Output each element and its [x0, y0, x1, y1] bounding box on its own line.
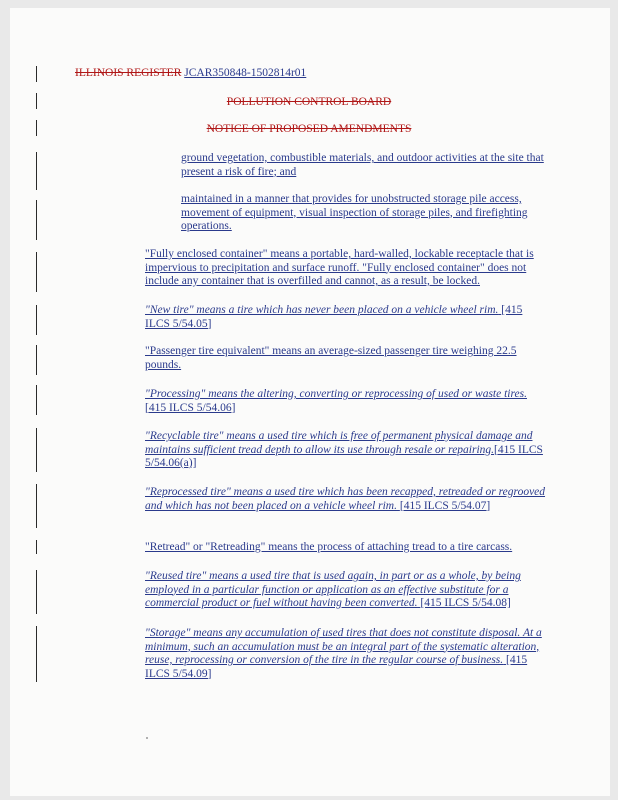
paragraph: "Fully enclosed container" means a portable, hard-walled, lockable receptacle that is impervious to precipitation and surface runoff. "Fully enclosed container" does not include any container that is overfilled and cannot, as a result, be locked.	[145, 248, 534, 287]
change-bar	[36, 626, 37, 682]
paragraph: "Passenger tire equivalent" means an average-sized passenger tire weighing 22.5 pounds.	[145, 345, 517, 371]
definition-processing: "Processing" means the altering, converting or reprocessing of used or waste tires. [415 ILCS 5/54.06]	[145, 388, 527, 414]
change-bar	[36, 540, 37, 554]
change-bar	[36, 345, 37, 375]
change-bar	[36, 570, 37, 614]
change-bar	[36, 428, 37, 472]
definition-reprocessed-tire: "Reprocessed tire" means a used tire which has been recapped, retreaded or regrooved and which has not been placed on a vehicle wheel rim. [415 ILCS 5/54.07]	[145, 486, 546, 512]
change-bar	[36, 305, 37, 335]
change-bar	[36, 484, 37, 528]
change-bar	[36, 200, 37, 240]
definition-recyclable-tire: "Recyclable tire" means a used tire which is free of permanent physical damage and maintains sufficient tread depth to allow its use through resale or repairing.[415 ILCS 5/54.06(a)]	[145, 430, 543, 469]
notice-title: NOTICE OF PROPOSED AMENDMENTS	[206, 123, 412, 135]
definition-reused-tire: "Reused tire" means a used tire that is used again, in part or as a whole, by being employed in a particular function or application as an effective substitute for a commercial product or fuel without having been converted. [415 ILCS 5/54.08]	[145, 570, 521, 609]
change-bar	[36, 385, 37, 415]
paragraph: maintained in a manner that provides for unobstructed storage pile access, movement of equipment, visual inspection of storage piles, and firefighting operations.	[181, 193, 528, 232]
register-label: ILLINOIS REGISTER	[75, 67, 182, 79]
scan-speck	[146, 737, 148, 739]
register-header	[75, 67, 306, 79]
change-bar	[36, 152, 37, 190]
change-bar	[36, 252, 37, 292]
definition-new-tire: "New tire" means a tire which has never been placed on a vehicle wheel rim. [415 ILCS 5/54.05]	[145, 304, 523, 330]
definition-storage: "Storage" means any accumulation of used tires that does not constitute disposal. At a minimum, such an accumulation must be an integral part of the systematic alteration, reuse, reprocessing or conversion of the tire in the regular course of business. [415 ILCS 5/54.09]	[145, 627, 542, 680]
paragraph: ground vegetation, combustible materials, and outdoor activities at the site that present a risk of fire; and	[181, 152, 544, 178]
paragraph: "Retread" or "Retreading" means the process of attaching tread to a tire carcass.	[145, 541, 513, 553]
doc-id: JCAR350848-1502814r01	[184, 67, 307, 79]
change-bar	[36, 66, 37, 82]
board-title: POLLUTION CONTROL BOARD	[226, 96, 392, 108]
